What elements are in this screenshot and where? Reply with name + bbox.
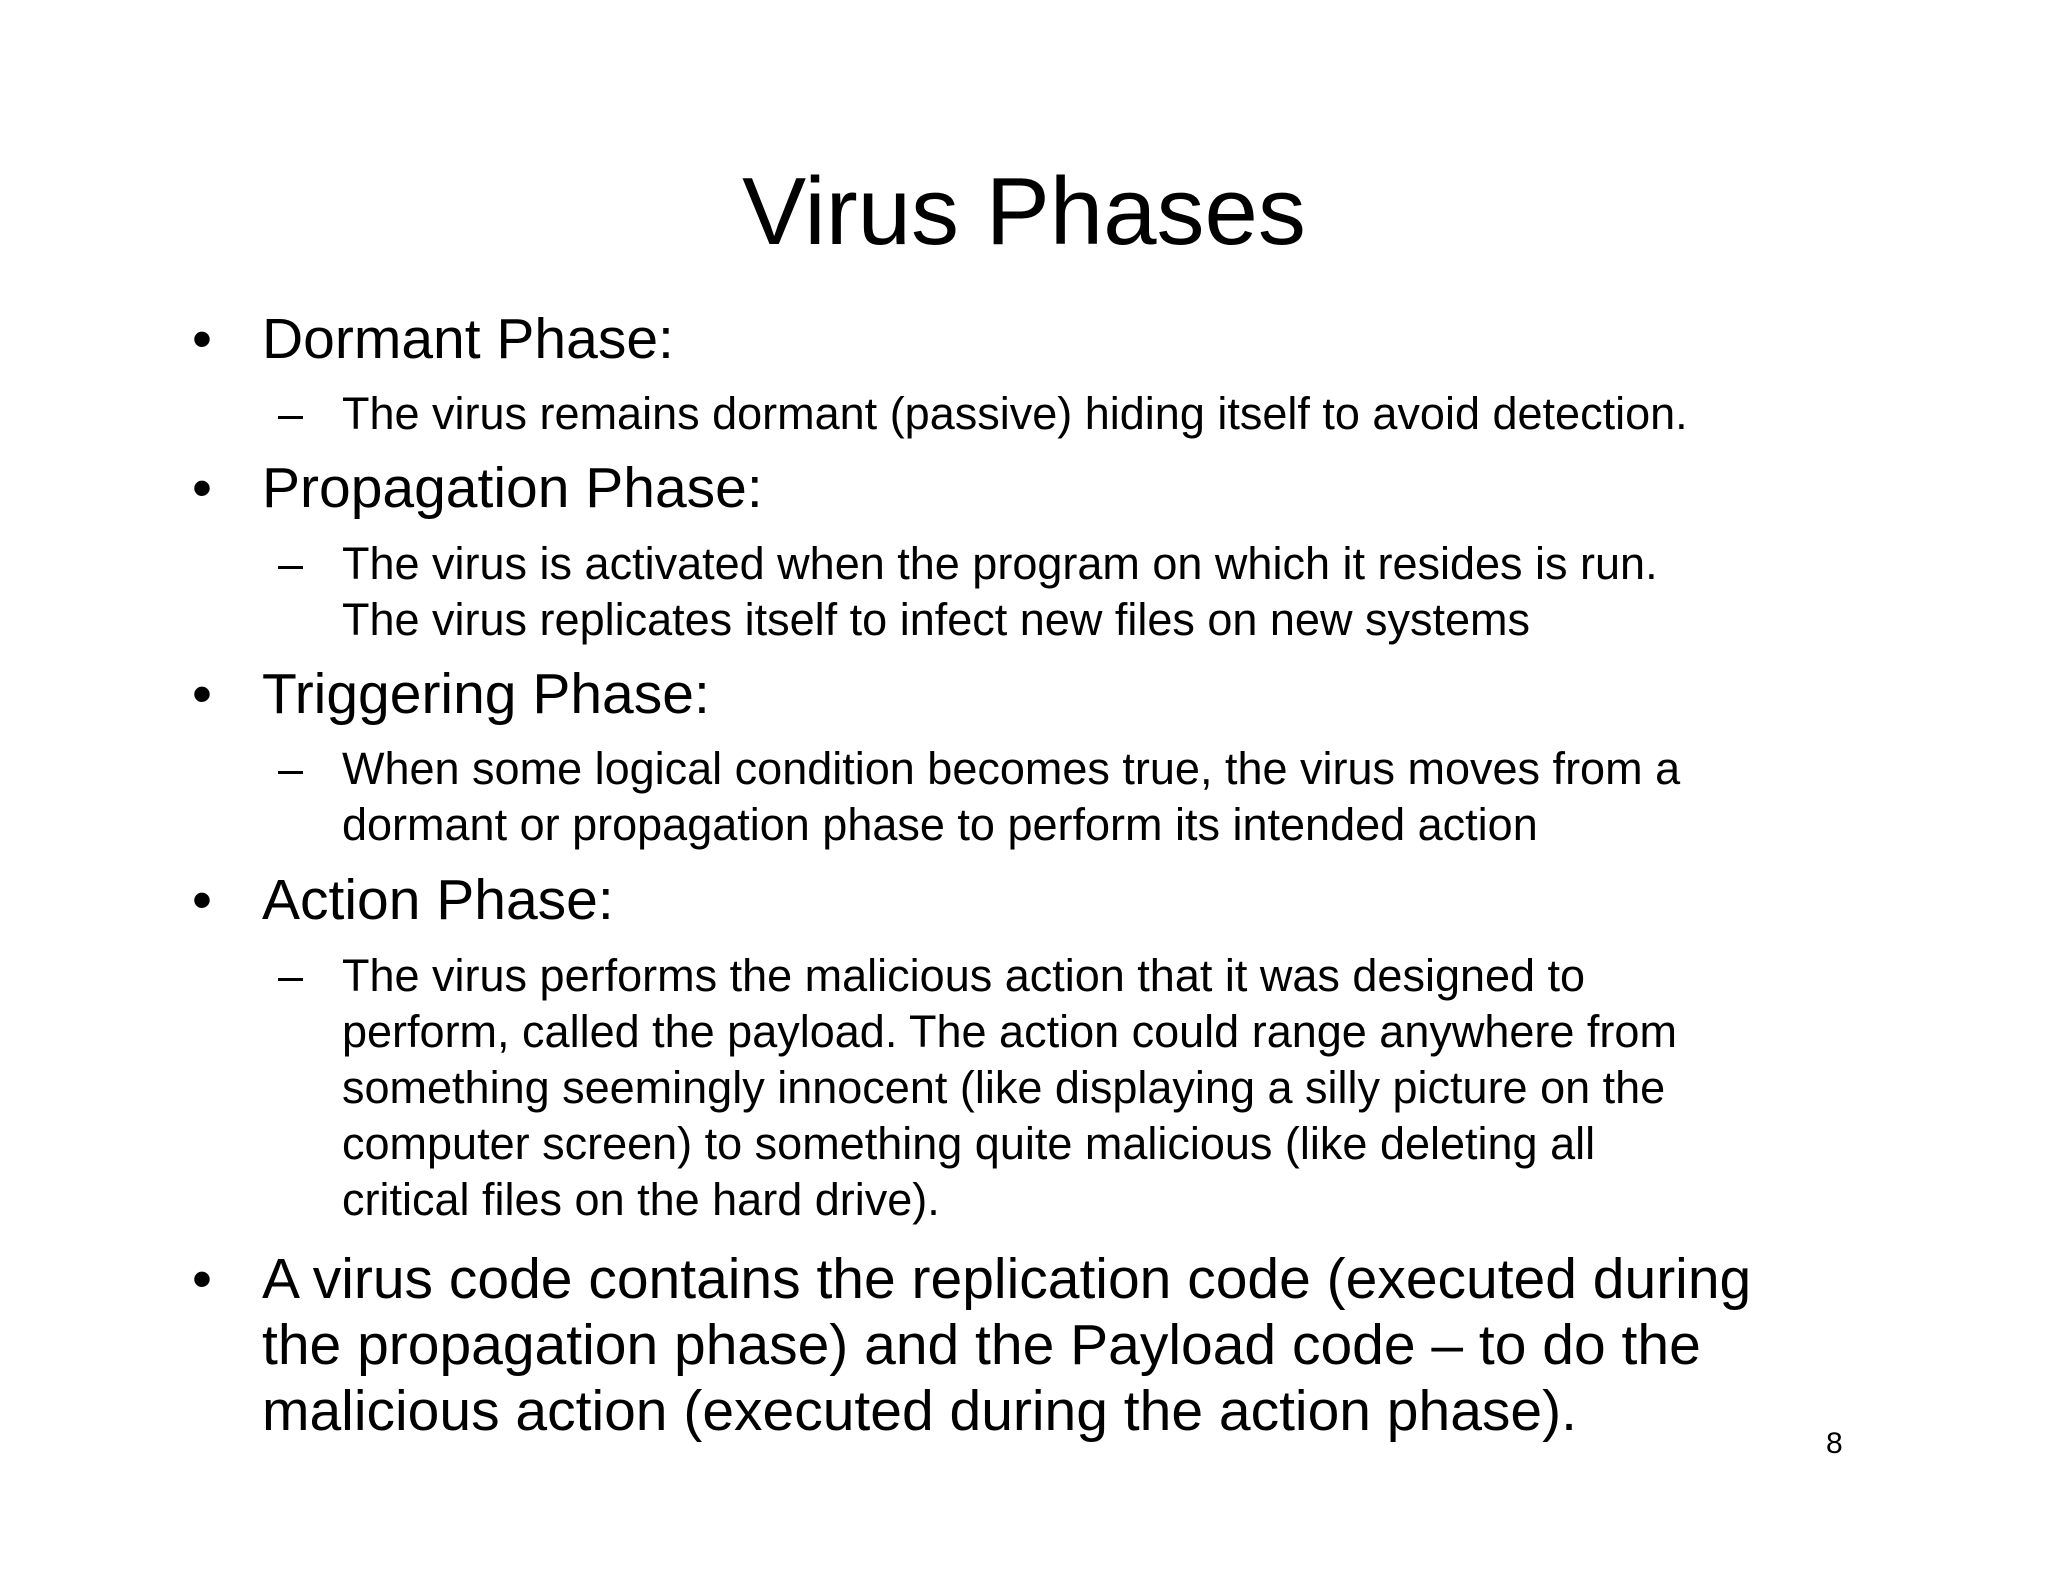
sub-bullet-line: computer screen) to something quite malicious (like deleting all: [342, 1118, 1596, 1169]
bullet-line: malicious action (executed during the action phase).: [262, 1379, 1577, 1443]
page-number: 8: [1826, 1427, 1843, 1460]
sub-bullet-line: The virus performs the malicious action that it was designed to: [342, 950, 1586, 1001]
bullet-heading: Propagation Phase:: [262, 456, 763, 520]
sub-bullet-line: perform, called the payload. The action could range anywhere from: [342, 1006, 1677, 1057]
sub-bullet-triggering: [278, 741, 1681, 853]
dash-icon: –: [278, 743, 304, 794]
sub-bullet-line: When some logical condition becomes true, the virus moves from a: [342, 743, 1681, 794]
bullet-icon: •: [192, 868, 212, 932]
sub-bullet-line: critical files on the hard drive).: [342, 1174, 940, 1225]
sub-bullet-line: something seemingly innocent (like displaying a silly picture on the: [342, 1062, 1666, 1113]
bullet-dormant-phase: [192, 306, 674, 372]
bullet-line: A virus code contains the replication code (executed during: [262, 1247, 1752, 1311]
bullet-propagation-phase: [192, 455, 763, 521]
bullet-heading: Action Phase:: [262, 868, 614, 932]
sub-bullet-line: The virus remains dormant (passive) hiding itself to avoid detection.: [342, 388, 1688, 439]
bullet-icon: •: [192, 662, 212, 726]
dash-icon: –: [278, 538, 304, 589]
dash-icon: –: [278, 388, 304, 439]
bullet-icon: •: [192, 1247, 212, 1311]
bullet-virus-code: [192, 1246, 1752, 1444]
bullet-icon: •: [192, 456, 212, 520]
sub-bullet-line: dormant or propagation phase to perform its intended action: [342, 799, 1538, 850]
dash-icon: –: [278, 950, 304, 1001]
sub-bullet-line: The virus is activated when the program on which it resides is run.: [342, 538, 1658, 589]
sub-bullet-action: [278, 948, 1677, 1228]
bullet-triggering-phase: [192, 661, 710, 727]
bullet-heading: Triggering Phase:: [262, 662, 710, 726]
sub-bullet-propagation: [278, 536, 1658, 648]
sub-bullet-dormant: [278, 386, 1688, 442]
slide-title: Virus Phases: [742, 158, 1306, 265]
bullet-line: the propagation phase) and the Payload code – to do the: [262, 1313, 1701, 1377]
bullet-action-phase: [192, 867, 614, 933]
bullet-heading: Dormant Phase:: [262, 307, 674, 371]
sub-bullet-line: The virus replicates itself to infect new files on new systems: [342, 594, 1530, 645]
bullet-icon: •: [192, 307, 212, 371]
